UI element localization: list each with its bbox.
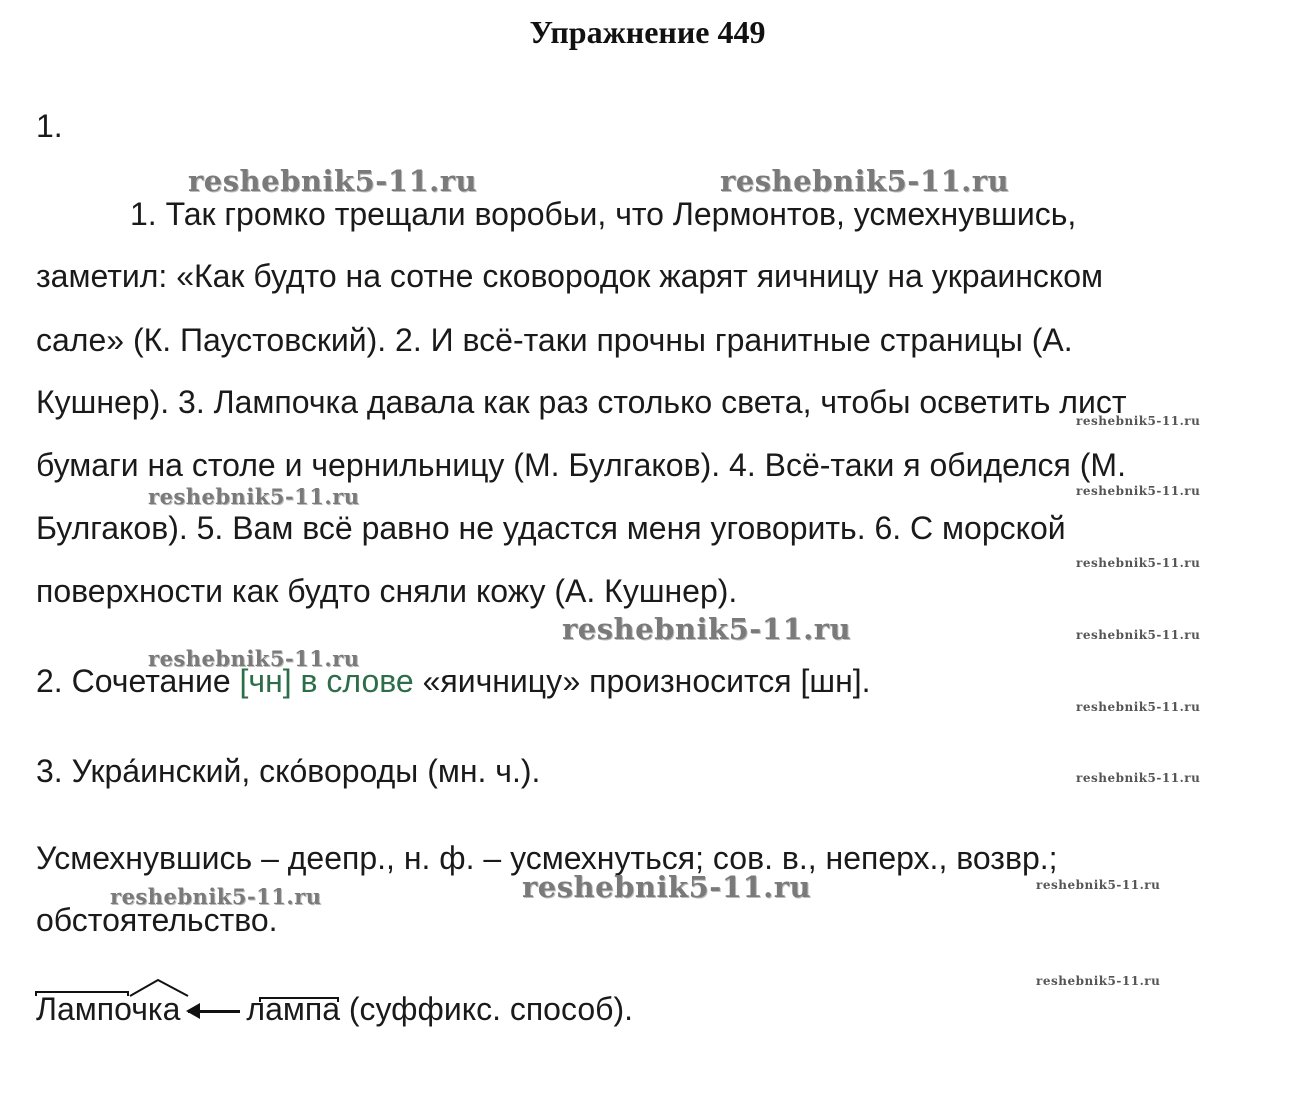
section-2-after: «яичницу» произносится [шн]. (413, 663, 871, 699)
watermark: reshebnik5-11.ru (110, 884, 322, 909)
watermark: reshebnik5-11.ru (1076, 484, 1201, 498)
section-number: 1. (36, 108, 63, 144)
text-line-6: Булгаков). 5. Вам всё равно не удастся меня уговорить. 6. С морской (36, 510, 1066, 546)
watermark: reshebnik5-11.ru (1076, 556, 1201, 570)
section-2-before: 2. Сочетание (36, 663, 240, 699)
watermark: reshebnik5-11.ru (1076, 414, 1201, 428)
analysis-line-1: Усмехнувшись – деепр., н. ф. – усмехнуться; сов. в., неперх., возвр.; (36, 840, 1058, 876)
text-line-4: Кушнер). 3. Лампочка давала как раз столько света, чтобы осветить лист (36, 384, 1127, 420)
section-3-line: 3. Укра́инский, ско́вороды (мн. ч.). (36, 753, 541, 789)
text-line-2: заметил: «Как будто на сотне сковородок жарят яичницу на украинском (36, 258, 1104, 294)
text-line-7: поверхности как будто сняли кожу (А. Кушнер). (36, 573, 738, 609)
watermark: reshebnik5-11.ru (148, 484, 360, 509)
watermark: reshebnik5-11.ru (1076, 771, 1201, 785)
watermark: reshebnik5-11.ru (1076, 700, 1201, 714)
watermark: reshebnik5-11.ru (522, 870, 812, 904)
text-line-5: бумаги на столе и чернильницу (М. Булгаков). 4. Всё-таки я обиделся (М. (36, 447, 1126, 483)
watermark: reshebnik5-11.ru (562, 612, 852, 646)
derivation-word: Лампочка (36, 991, 181, 1027)
text-line-3: сале» (К. Паустовский). 2. И всё-таки прочны гранитные страницы (А. (36, 322, 1073, 358)
section-2-highlight: [чн] в слове (239, 663, 414, 699)
page-title: Упражнение 449 (529, 14, 766, 50)
derivation-base: лампа (246, 991, 340, 1027)
derivation-method: (суффикс. способ). (339, 991, 633, 1027)
watermark: reshebnik5-11.ru (148, 646, 360, 671)
derivation-line (36, 989, 633, 1029)
watermark: reshebnik5-11.ru (1036, 974, 1161, 988)
watermark: reshebnik5-11.ru (720, 164, 1010, 198)
arrow-left-icon (188, 1010, 240, 1013)
text-line-1: 1. Так громко трещали воробьи, что Лермонтов, усмехнувшись, (130, 196, 1077, 232)
analysis-line-2: обстоятельство. (36, 902, 278, 938)
watermark: reshebnik5-11.ru (188, 164, 478, 198)
watermark: reshebnik5-11.ru (1036, 878, 1161, 892)
watermark: reshebnik5-11.ru (1076, 628, 1201, 642)
